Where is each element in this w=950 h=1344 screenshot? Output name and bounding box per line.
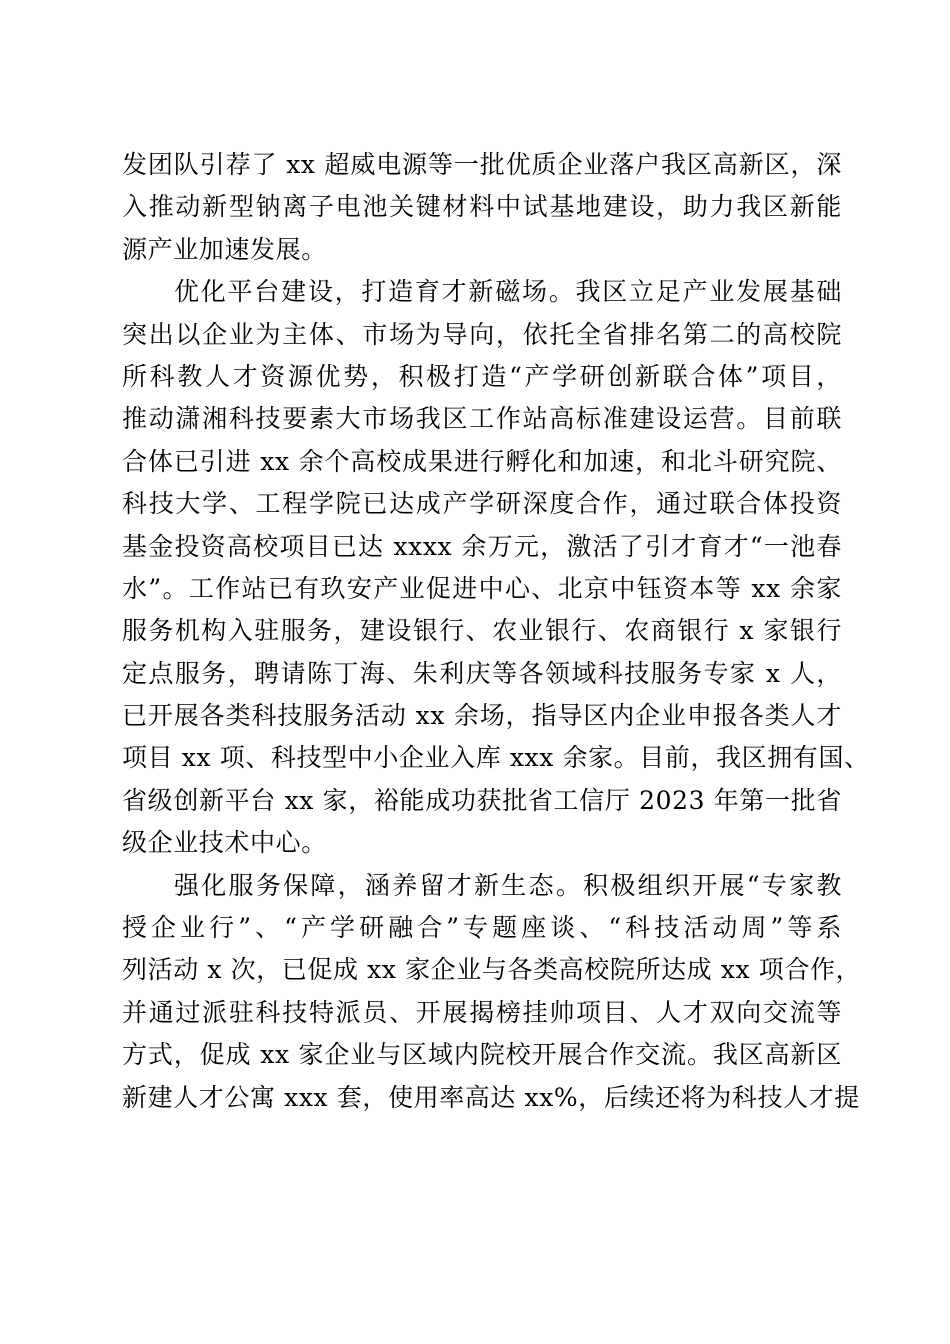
text-line: 项目 xx 项、科技型中小企业入库 xxx 余家。目前，我区拥有国、 [122,743,870,773]
text-line: 强化服务保障，涵养留才新生态。积极组织开展“专家教 [174,870,842,900]
text-line: 新建人才公寓 xxx 套，使用率高达 xx%，后续还将为科技人才提 [122,1082,860,1112]
text-line: 省级创新平台 xx 家，裕能成功获批省工信厅 2023 年第一批省 [122,785,842,815]
text-line: 服务机构入驻服务，建设银行、农业银行、农商银行 x 家银行 [122,616,842,646]
text-line: 并通过派驻科技特派员、开展揭榜挂帅项目、人才双向交流等 [122,997,842,1027]
text-line: 授企业行”、“产学研融合”专题座谈、“科技活动周”等系 [122,913,842,943]
text-line: 优化平台建设，打造育才新磁场。我区立足产业发展基础 [174,277,842,307]
text-line: 定点服务，聘请陈丁海、朱利庆等各领域科技服务专家 x 人， [122,658,842,688]
paragraph-2 [122,271,870,864]
text-line: 基金投资高校项目已达 xxxx 余万元，激活了引才育才“一池春 [122,531,842,561]
text-line: 科技大学、工程学院已达成产学研深度合作，通过联合体投资 [122,489,842,519]
text-line: 列活动 x 次，已促成 xx 家企业与各类高校院所达成 xx 项合作， [122,955,862,985]
text-line: 已开展各类科技服务活动 xx 余场，指导区内企业申报各类人才 [122,701,842,731]
paragraph-1 [122,144,842,271]
text-line: 方式，促成 xx 家企业与区域内院校开展合作交流。我区高新区 [122,1040,842,1070]
text-line: 入推动新型钠离子电池关键材料中试基地建设，助力我区新能 [122,192,842,222]
text-line: 推动潇湘科技要素大市场我区工作站高标准建设运营。目前联 [122,404,842,434]
text-line: 水”。工作站已有玖安产业促进中心、北京中钰资本等 xx 余家 [122,573,842,603]
body-text [122,144,870,1119]
text-line: 突出以企业为主体、市场为导向，依托全省排名第二的高校院 [122,319,842,349]
text-line: 源产业加速发展。 [122,234,327,264]
text-line: 所科教人才资源优势，积极打造“产学研创新联合体”项目， [122,361,842,391]
text-line: 发团队引荐了 xx 超威电源等一批优质企业落户我区高新区，深 [122,150,842,179]
paragraph-3 [122,865,862,1119]
text-line: 级企业技术中心。 [122,828,327,858]
text-line: 合体已引进 xx 余个高校成果进行孵化和加速，和北斗研究院、 [122,446,842,476]
